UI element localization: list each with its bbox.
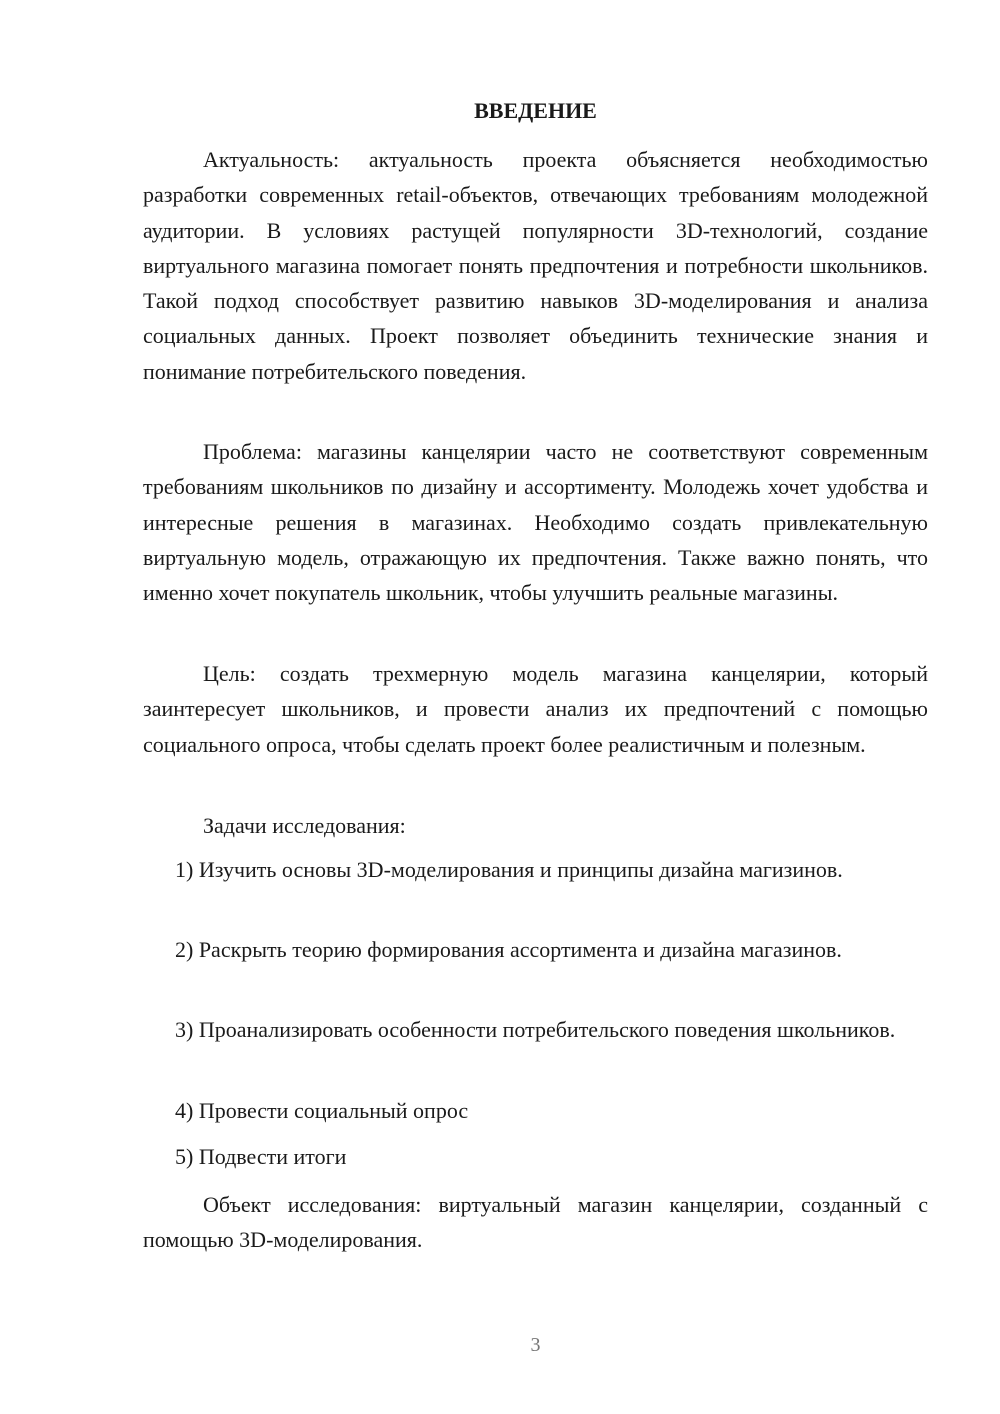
task-item-1: 1) Изучить основы 3D-моделирования и принципы дизайна магизинов. (175, 857, 843, 882)
task-item-3: 3) Проанализировать особенности потребительского поведения школьников. (175, 1017, 896, 1042)
object-paragraph: Объект исследования: виртуальный магазин канцелярии, созданный с помощью 3D-моделирования. (143, 1192, 928, 1253)
task-item-2: 2) Раскрыть теорию формирования ассортимента и дизайна магазинов. (175, 937, 842, 962)
task-item-5: 5) Подвести итоги (175, 1144, 347, 1169)
problem-paragraph: Проблема: магазины канцелярии часто не соответствуют современным требованиям школьников по дизайну и ассортименту. Молодежь хочет удобства и интересные решения в магазинах. Необходимо создать привлекательную виртуальную модель, отражающую их предпочтения. Также важно понять, что именно хочет покупатель школьник, чтобы улучшить реальные магазины. (143, 439, 928, 606)
tasks-heading: Задачи исследования: (203, 813, 406, 838)
relevance-paragraph: Актуальность: актуальность проекта объясняется необходимостью разработки современных retail-объектов, отвечающих требованиям молодежной аудитории. В условиях растущей популярности 3D-технологий, создание виртуального магазина помогает понять предпочтения и потребности школьников. Такой подход способствует развитию навыков 3D-моделирования и анализа социальных данных. Проект позволяет объединить технические знания и понимание потребительского поведения. (143, 147, 928, 384)
section-title: ВВЕДЕНИЕ (474, 98, 597, 123)
task-item-4: 4) Провести социальный опрос (175, 1098, 469, 1123)
goal-paragraph: Цель: создать трехмерную модель магазина канцелярии, который заинтересует школьников, и провести анализ их предпочтений с помощью социального опроса, чтобы сделать проект более реалистичным и полезным. (143, 661, 928, 757)
page-number: 3 (530, 1334, 541, 1356)
